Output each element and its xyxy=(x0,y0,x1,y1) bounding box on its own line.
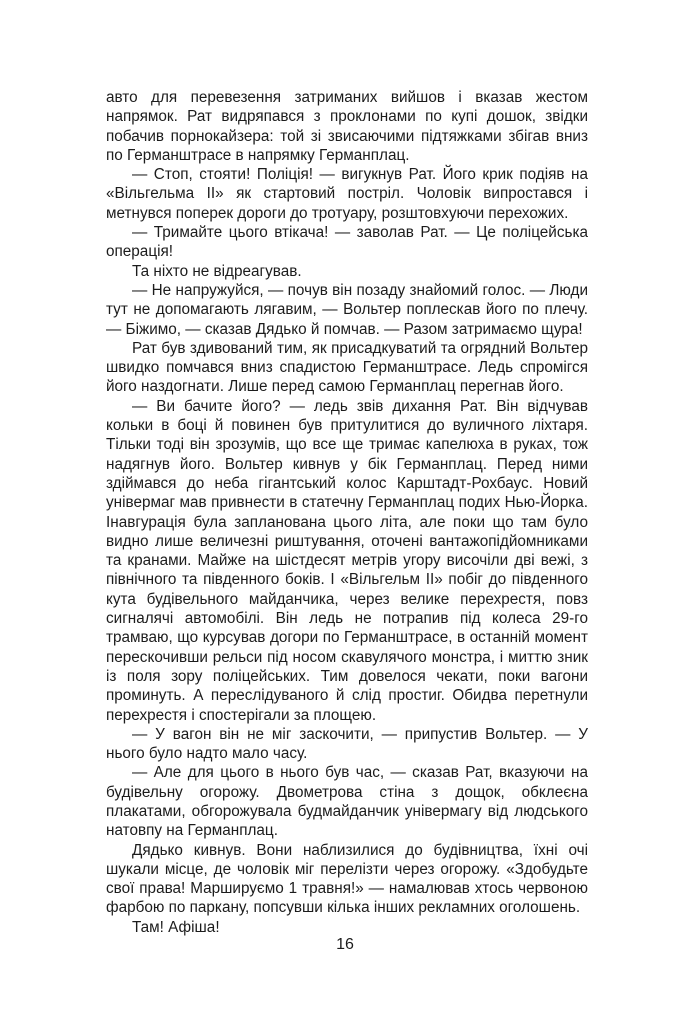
paragraph-uncle-nodded: Дядько кивнув. Вони наблизилися до будівництва, їхні очі шукали місце, де чоловік міг перелізти через огорожу. «Здобудьте свої права! Маршируємо 1 травня!» — намалював хтось червоною фарбою по паркану, попсувши кілька інших рекламних оголошень. xyxy=(106,841,588,917)
paragraph-fence: — Але для цього в нього був час, — сказав Рат, вказуючи на будівельну огорожу. Двометрова стіна з дощок, обклеєна плакатами, обгорожувала будмайданчик універмагу від людського натовпу на Германплац. xyxy=(106,764,588,840)
paragraph-dont-strain: — Не напружуйся, — почув він позаду знайомий голос. — Люди тут не допомагають лягавим, — Вольтер поплескав його по плечу. — Біжимо, — сказав Дядько й помчав. — Разом затримаємо щура! xyxy=(106,281,588,338)
paragraph-no-reaction: Та ніхто не відреагував. xyxy=(132,262,302,280)
paragraph-continuation: авто для перевезення затриманих вийшов і вказав жестом напрямок. Рат видряпався з проклонами по купі дошок, звідки побачив порнокайзера: той зі звисаючими підтяжками збігав вниз по Германштрасе в напрямку Германплац. xyxy=(106,89,588,164)
paragraph-stop-police: — Стоп, стояти! Поліція! — вигукнув Рат. Його крик подіяв на «Вільгельма II» як стартовий постріл. Чоловік випростався і метнувся поперек дороги до тротуару, розштовхуючи перехожих. xyxy=(106,166,588,222)
paragraph-rat-surprised: Рат був здивований тим, як присадкуватий та огрядний Вольтер швидко помчався вниз спадистою Германштрасе. Ледь спромігся його наздогнати. Лише перед самою Германплац перегнав його. xyxy=(106,339,588,396)
body-text xyxy=(106,88,588,937)
paragraph-couldnt-jump-on: — У вагон він не міг заскочити, — припустив Вольтер. — У нього було надто мало часу. xyxy=(106,725,588,763)
page-number: 16 xyxy=(336,936,354,953)
paragraph-do-you-see-him: — Ви бачите його? — ледь звів дихання Рат. Він відчував кольки в боці й повинен був притулитися до вуличного ліхтаря. Тільки тоді він зрозумів, що все ще тримає капелюха в руках, тож надягнув його. Вольтер кивнув у бік Германплац. Перед ними здіймався до неба гігантський колос Карштадт-Рохбаус. Новий універмаг мав привнести в статечну Германплац подих Нью-Йорка. Інавгурація була запланована цього літа, але поки що там було видно лише величезні риштування, оточені вантажопідйомниками та кранами. Майже на шістдесят метрів угору височіли дві вежі, з північного та південного боків. І «Вільгельм II» побіг до південного кута будівельного майданчика, через велике перехрестя, повз сигналячі автомобілі. Він ледь не потрапив під колеса 29-го трамваю, що курсував догори по Германштрасе, в останній момент перескочивши рельси під носом скавулячого монстра, і миттю зник із поля зору поліцейських. Тим довелося чекати, поки вагони проминуть. А переслідуваного й слід простиг. Обидва перетнули перехрестя і спостерігали за площею. xyxy=(106,397,588,724)
paragraph-hold-fugitive: — Тримайте цього втікача! — заволав Рат. — Це поліцейська операція! xyxy=(106,224,588,261)
paragraph-there-poster: Там! Афіша! xyxy=(132,918,220,936)
